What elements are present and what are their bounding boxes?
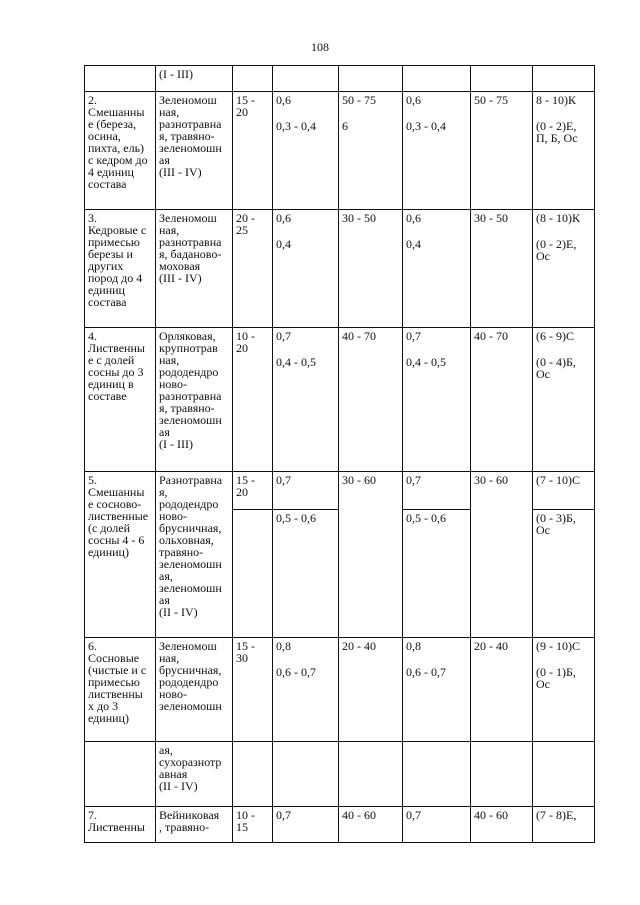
composition-cell: 8 - 10)К (0 - 2)Е, П, Б, Ос xyxy=(533,92,595,210)
value-cell: 30 - 50 xyxy=(471,210,533,328)
value-cell: 30 - 60 xyxy=(471,472,533,638)
table-row xyxy=(85,472,595,510)
forest-type-cell: Разнотравна я, рододендро ново- брусничная, ольховная, травяно- зеленомошн ая, зеленомошн ая (II - IV) xyxy=(156,472,233,638)
forest-table xyxy=(84,65,595,843)
density-cell: 0,8 0,6 - 0,7 xyxy=(403,638,471,742)
composition-cell: (8 - 10)К (0 - 2)Е, Ос xyxy=(533,210,595,328)
value-cell: 40 - 70 xyxy=(471,328,533,472)
value-cell: 20 - 40 xyxy=(471,638,533,742)
value-cell xyxy=(471,742,533,807)
value-cell: 40 - 60 xyxy=(339,807,403,843)
forest-type-cell: Вейниковая , травяно- xyxy=(156,807,233,843)
table-row xyxy=(85,92,595,210)
composition-cell: (0 - 3)Б, Ос xyxy=(533,510,595,638)
forest-type-cell: ая, сухоразнотр авная (II - IV) xyxy=(156,742,233,807)
group-cell: 6. Сосновые (чистые и с примесью лиственны х до 3 единиц) xyxy=(85,638,156,742)
age-cell: 15 - 30 xyxy=(233,638,273,742)
density-cell: 0,7 xyxy=(403,472,471,510)
group-cell: 5. Смешанны е сосново- лиственные (с долей сосны 4 - 6 единиц) xyxy=(85,472,156,638)
forest-type-cell: Зеленомош ная, разнотравна я, баданово- моховая (III - IV) xyxy=(156,210,233,328)
density-cell: 0,7 xyxy=(273,807,339,843)
value-cell xyxy=(403,66,471,92)
value-cell xyxy=(273,66,339,92)
table-row xyxy=(85,328,595,472)
value-cell xyxy=(471,66,533,92)
density-cell: 0,6 0,4 xyxy=(403,210,471,328)
group-cell: 3. Кедровые с примесью березы и других пород до 4 единиц состава xyxy=(85,210,156,328)
age-cell xyxy=(233,66,273,92)
value-cell xyxy=(339,66,403,92)
forest-type-cell: Орляковая, крупнотрав ная, рододендро ново- разнотравна я, травяно- зеленомошн ая (I - III) xyxy=(156,328,233,472)
table-row xyxy=(85,638,595,742)
density-cell: 0,6 0,3 - 0,4 xyxy=(273,92,339,210)
forest-type-cell: Зеленомош ная, брусничная, рододендро ново- зеленомошн xyxy=(156,638,233,742)
value-cell: 30 - 50 xyxy=(339,210,403,328)
density-cell: 0,7 xyxy=(403,807,471,843)
density-cell: 0,5 - 0,6 xyxy=(273,510,339,638)
composition-cell: (7 - 10)С xyxy=(533,472,595,510)
group-cell: 4. Лиственны е с долей сосны до 3 единиц в составе xyxy=(85,328,156,472)
value-cell: 50 - 75 6 xyxy=(339,92,403,210)
table-row xyxy=(85,66,595,92)
forest-type-cell: (I - III) xyxy=(156,66,233,92)
density-cell: 0,7 0,4 - 0,5 xyxy=(273,328,339,472)
group-cell: 2. Смешанны е (береза, осина, пихта, ель) с кедром до 4 единиц состава xyxy=(85,92,156,210)
composition-cell: (7 - 8)Е, xyxy=(533,807,595,843)
density-cell: 0,6 0,3 - 0,4 xyxy=(403,92,471,210)
table-row xyxy=(85,210,595,328)
density-cell: 0,7 0,4 - 0,5 xyxy=(403,328,471,472)
age-cell: 15 - 20 xyxy=(233,92,273,210)
value-cell xyxy=(339,742,403,807)
value-cell: 50 - 75 xyxy=(471,92,533,210)
age-cell: 15 - 20 xyxy=(233,472,273,510)
age-cell: 20 - 25 xyxy=(233,210,273,328)
forest-type-cell: Зеленомош ная, разнотравна я, травяно- зеленомошн ая (III - IV) xyxy=(156,92,233,210)
group-cell xyxy=(85,742,156,807)
composition-cell: (6 - 9)С (0 - 4)Б, Ос xyxy=(533,328,595,472)
composition-cell xyxy=(533,742,595,807)
value-cell: 40 - 60 xyxy=(471,807,533,843)
composition-cell: (9 - 10)С (0 - 1)Б, Ос xyxy=(533,638,595,742)
table-row xyxy=(85,742,595,807)
age-cell: 10 - 15 xyxy=(233,807,273,843)
table-row xyxy=(85,807,595,843)
density-cell: 0,7 xyxy=(273,472,339,510)
age-cell xyxy=(233,510,273,638)
age-cell: 10 - 20 xyxy=(233,328,273,472)
value-cell: 40 - 70 xyxy=(339,328,403,472)
value-cell: 20 - 40 xyxy=(339,638,403,742)
value-cell xyxy=(403,742,471,807)
value-cell xyxy=(273,742,339,807)
composition-cell xyxy=(533,66,595,92)
density-cell: 0,6 0,4 xyxy=(273,210,339,328)
density-cell: 0,8 0,6 - 0,7 xyxy=(273,638,339,742)
age-cell xyxy=(233,742,273,807)
group-cell: 7. Лиственны xyxy=(85,807,156,843)
group-cell xyxy=(85,66,156,92)
density-cell: 0,5 - 0,6 xyxy=(403,510,471,638)
value-cell: 30 - 60 xyxy=(339,472,403,638)
page-number: 108 xyxy=(311,40,329,54)
